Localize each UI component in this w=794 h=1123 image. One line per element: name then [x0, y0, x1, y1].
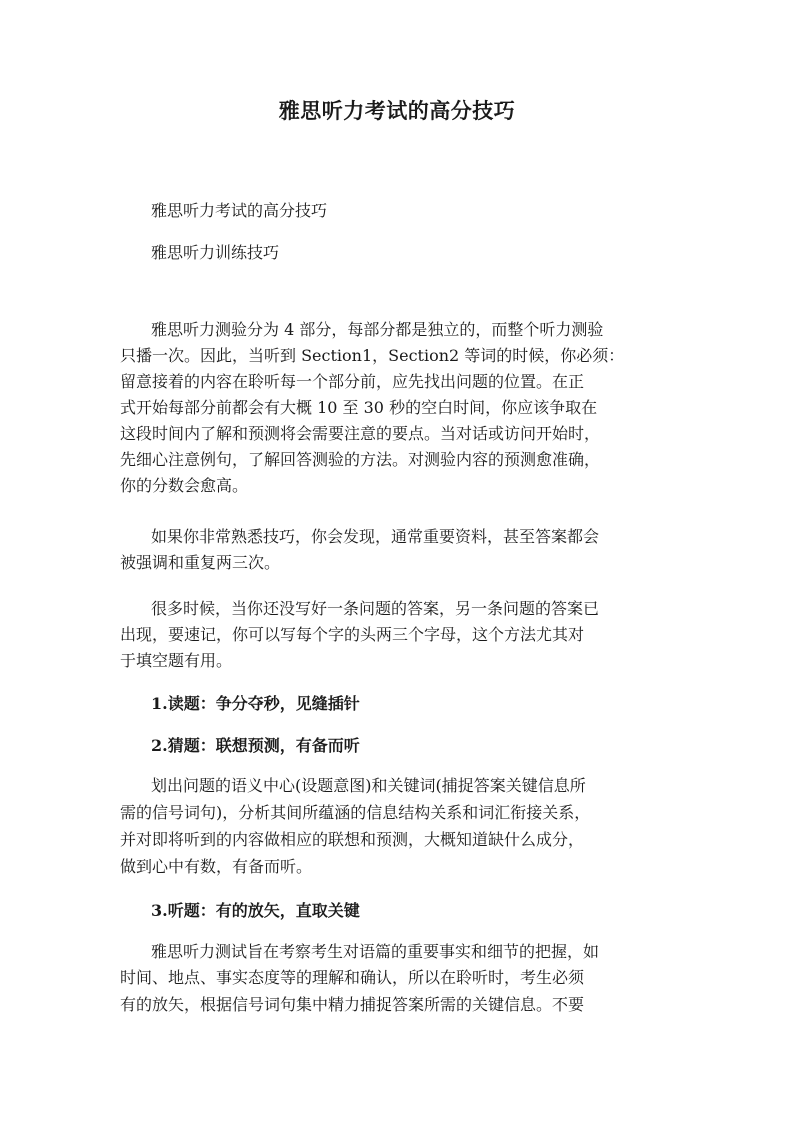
paragraph-line: 你的分数会愈高。	[120, 476, 249, 495]
paragraph-line: 留意接着的内容在聆听每一个部分前，应先找出问题的位置。在正	[120, 372, 585, 391]
paragraph-line: 时间、地点、事实态度等的理解和确认，所以在聆听时，考生必须	[120, 968, 585, 987]
paragraph-line: 这段时间内了解和预测将会需要注意的要点。当对话或访问开始时，	[120, 424, 601, 443]
paragraph-line: 如果你非常熟悉技巧，你会发现，通常重要资料，甚至答案都会	[151, 527, 600, 546]
paragraph-line: 式开始每部分前都会有大概 10 至 30 秒的空白时间，你应该争取在	[120, 398, 598, 417]
paragraph-line: 雅思听力测试旨在考察考生对语篇的重要事实和细节的把握，如	[151, 942, 600, 961]
section-heading: 1.读题：争分夺秒，见缝插针	[151, 694, 360, 713]
paragraph-line: 被强调和重复两三次。	[120, 553, 281, 572]
paragraph-line: 先细心注意例句，了解回答测验的方法。对测验内容的预测愈准确，	[120, 450, 601, 469]
paragraph-line: 有的放矢，根据信号词句集中精力捕捉答案所需的关键信息。不要	[120, 995, 585, 1014]
paragraph-line: 并对即将听到的内容做相应的联想和预测，大概知道缺什么成分，	[120, 830, 585, 849]
paragraph-line: 做到心中有数，有备而听。	[120, 857, 313, 876]
paragraph-line: 需的信号词句)，分析其间所蕴涵的信息结构关系和词汇衔接关系，	[120, 803, 591, 822]
section-heading: 3.听题：有的放矢，直取关键	[151, 901, 360, 920]
paragraph-line: 雅思听力测验分为 4 部分，每部分都是独立的，而整个听力测验	[151, 320, 604, 339]
paragraph-line: 于填空题有用。	[120, 651, 233, 670]
subheading-line: 雅思听力考试的高分技巧	[151, 201, 328, 220]
subheading-line: 雅思听力训练技巧	[151, 243, 280, 262]
paragraph-line: 出现，要速记，你可以写每个字的头两三个字母，这个方法尤其对	[120, 625, 585, 644]
document-title: 雅思听力考试的高分技巧	[278, 98, 516, 123]
section-heading: 2.猜题：联想预测，有备而听	[151, 736, 360, 755]
paragraph-line: 划出问题的语义中心(设题意图)和关键词(捕捉答案关键信息所	[151, 776, 586, 795]
paragraph-line: 很多时候，当你还没写好一条问题的答案，另一条问题的答案已	[151, 599, 600, 618]
paragraph-line: 只播一次。因此，当听到 Section1，Section2 等词的时候，你必须：	[120, 346, 625, 365]
